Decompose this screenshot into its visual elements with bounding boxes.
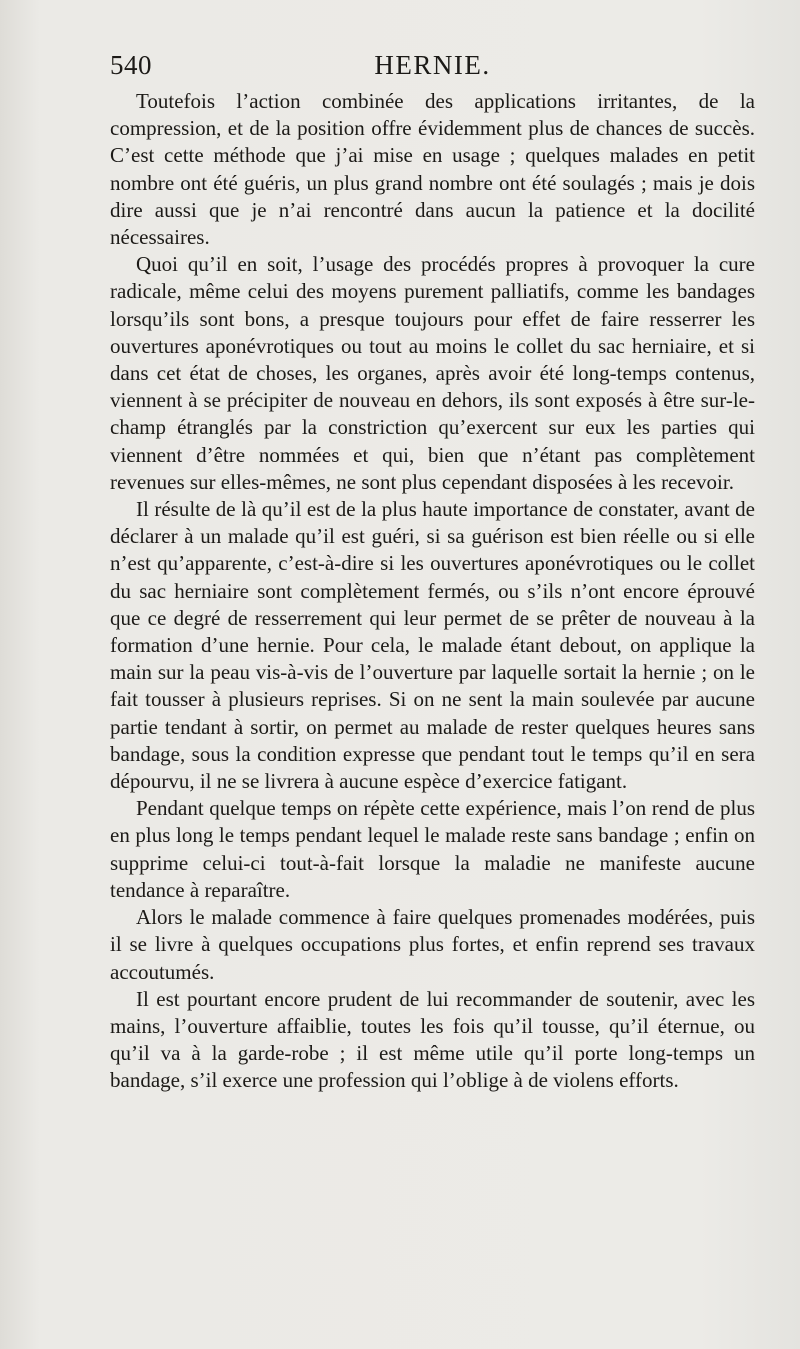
paragraph: Quoi qu’il en soit, l’usage des procédés propres à provoquer la cure radicale, même celui des moyens purement palliatifs, comme les bandages lorsqu’ils sont bons, a presque toujours pour effet de faire resserrer les ouvertures aponévrotiques ou tout au moins le collet du sac herniaire, et si dans cet état de choses, les organes, après avoir été long-temps contenus, viennent à se précipiter de nouveau en dehors, ils sont exposés à être sur-le-champ étranglés par la constriction qu’exercent sur eux les parties qui viennent d’être nommées et qui, bien que n’étant pas complètement revenues sur elles-mêmes, ne sont plus cependant disposées à les recevoir. <box>110 252 755 494</box>
paragraph: Alors le malade commence à faire quelques promenades modérées, puis il se livre à quelques occupations plus fortes, et enfin reprend ses travaux accoutumés. <box>110 905 755 984</box>
page-number: 540 <box>110 50 152 80</box>
running-title: HERNIE. <box>374 50 491 80</box>
paragraph: Il résulte de là qu’il est de la plus haute importance de constater, avant de déclarer à un malade qu’il est guéri, si sa guérison est bien réelle ou si elle n’est qu’apparente, c’est-à-dire si les ouvertures aponévrotiques ou le collet du sac herniaire sont complètement fermés, ou s’ils n’ont encore éprouvé que ce degré de resserrement qui leur permet de se prêter de nouveau à la formation d’une hernie. Pour cela, le malade étant debout, on applique la main sur la peau vis-à-vis de l’ouverture par laquelle sortait la hernie ; on le fait tousser à plusieurs reprises. Si on ne sent la main soulevée par aucune partie tendant à sortir, on permet au malade de rester quelques heures sans bandage, sous la condition expresse que pendant tout le temps qu’il en sera dépourvu, il ne se livrera à aucune espèce d’exercice fatigant. <box>110 497 755 794</box>
paragraph: Pendant quelque temps on répète cette expérience, mais l’on rend de plus en plus long le temps pendant lequel le malade reste sans bandage ; enfin on supprime celui-ci tout-à-fait lorsque la maladie ne manifeste aucune tendance à reparaître. <box>110 796 755 902</box>
paragraph: Toutefois l’action combinée des applications irritantes, de la compression, et de la position offre évidemment plus de chances de succès. C’est cette méthode que j’ai mise en usage ; quelques malades en petit nombre ont été guéris, un plus grand nombre ont été soulagés ; mais je dois dire aussi que je n’ai rencontré dans aucun la patience et la docilité nécessaires. <box>110 89 755 250</box>
body-text <box>110 88 755 1095</box>
paragraph: Il est pourtant encore prudent de lui recommander de soutenir, avec les mains, l’ouverture affaiblie, toutes les fois qu’il tousse, qu’il éternue, ou qu’il va à la garde-robe ; il est même utile qu’il porte long-temps un bandage, s’il exerce une profession qui l’oblige à de violens efforts. <box>110 986 755 1093</box>
page-header <box>110 50 755 84</box>
